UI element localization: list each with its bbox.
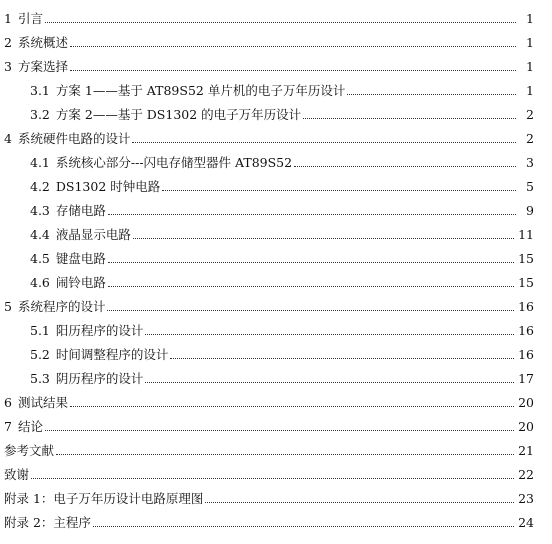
dot-leader <box>108 285 514 287</box>
toc-entry-title: 附录 1：电子万年历设计电路原理图 <box>4 491 204 506</box>
toc-entry-title: 系统硬件电路的设计 <box>17 131 131 146</box>
toc-entry-page: 1 <box>526 35 534 50</box>
toc-entry[interactable] <box>30 148 534 170</box>
toc-entry-title: 存储电路 <box>55 203 106 218</box>
toc-entry-page: 15 <box>518 251 534 266</box>
toc-entry-number: 4.3 <box>30 203 50 218</box>
toc-entry[interactable] <box>4 508 534 530</box>
toc-entry[interactable] <box>4 484 534 506</box>
dot-leader <box>162 189 516 191</box>
dot-leader <box>70 45 516 47</box>
toc-entry-title: 闹铃电路 <box>55 275 106 290</box>
toc-entry-page: 23 <box>518 491 534 506</box>
toc-entry-number: 4.5 <box>30 251 50 266</box>
toc-entry[interactable] <box>30 364 534 386</box>
toc-entry-title: 系统核心部分---闪电存储型器件 AT89S52 <box>55 155 293 170</box>
toc-entry-title: 方案 2——基于 DS1302 的电子万年历设计 <box>55 107 302 122</box>
toc-entry-page: 20 <box>518 419 534 434</box>
toc-entry[interactable] <box>30 268 534 290</box>
toc-entry-page: 2 <box>526 107 534 122</box>
toc-entry-number: 4 <box>4 131 12 146</box>
toc-entry-page: 16 <box>518 323 534 338</box>
dot-leader <box>294 165 516 167</box>
toc-entry-number: 4.1 <box>30 155 50 170</box>
toc-entry-number: 5 <box>4 299 12 314</box>
toc-entry-title: 阴历程序的设计 <box>55 371 144 386</box>
toc-entry-number: 3 <box>4 59 12 74</box>
toc-entry[interactable] <box>4 124 534 146</box>
dot-leader <box>205 501 514 503</box>
toc-entry-number: 7 <box>4 419 12 434</box>
toc-entry-number: 2 <box>4 35 12 50</box>
toc-entry-title: 液晶显示电路 <box>55 227 131 242</box>
dot-leader <box>108 213 516 215</box>
toc-entry-title: 方案 1——基于 AT89S52 单片机的电子万年历设计 <box>55 83 346 98</box>
toc-entry-title: 致谢 <box>4 467 30 482</box>
toc-entry[interactable] <box>4 4 534 26</box>
toc-entry-title: 引言 <box>17 11 43 26</box>
toc-entry-page: 1 <box>526 83 534 98</box>
toc-entry-page: 22 <box>518 467 534 482</box>
dot-leader <box>70 69 516 71</box>
toc-entry-page: 16 <box>518 347 534 362</box>
toc-entry-page: 1 <box>526 59 534 74</box>
toc-entry[interactable] <box>30 196 534 218</box>
toc-entry-page: 9 <box>526 203 534 218</box>
dot-leader <box>145 381 514 383</box>
toc-entry-number: 1 <box>4 11 12 26</box>
toc-entry-title: 时间调整程序的设计 <box>55 347 169 362</box>
toc-entry-page: 17 <box>518 371 534 386</box>
toc-entry[interactable] <box>30 220 534 242</box>
toc-entry-page: 11 <box>518 227 534 242</box>
toc-entry[interactable] <box>30 316 534 338</box>
toc-entry[interactable] <box>4 292 534 314</box>
toc-entry-page: 20 <box>518 395 534 410</box>
toc-entry-title: 结论 <box>17 419 43 434</box>
toc-entry-page: 5 <box>526 179 534 194</box>
dot-leader <box>31 477 514 479</box>
toc-entry-page: 15 <box>518 275 534 290</box>
toc-entry-number: 4.2 <box>30 179 50 194</box>
toc-entry-number: 6 <box>4 395 12 410</box>
dot-leader <box>145 333 514 335</box>
dot-leader <box>170 357 514 359</box>
toc-entry-number: 4.6 <box>30 275 50 290</box>
toc-entry-title: DS1302 时钟电路 <box>55 179 161 194</box>
dot-leader <box>108 261 514 263</box>
toc-entry-page: 1 <box>526 11 534 26</box>
toc-entry-page: 24 <box>518 515 534 530</box>
toc-entry-number: 4.4 <box>30 227 50 242</box>
toc-entry-title: 键盘电路 <box>55 251 106 266</box>
toc-entry[interactable] <box>30 340 534 362</box>
toc-entry-number: 3.2 <box>30 107 50 122</box>
dot-leader <box>303 117 516 119</box>
dot-leader <box>45 429 514 431</box>
toc-entry-number: 5.3 <box>30 371 50 386</box>
toc-entry-page: 21 <box>518 443 534 458</box>
toc-entry-number: 3.1 <box>30 83 50 98</box>
toc-entry-number: 5.2 <box>30 347 50 362</box>
toc-entry[interactable] <box>4 436 534 458</box>
toc-entry[interactable] <box>30 244 534 266</box>
toc-entry-title: 方案选择 <box>17 59 68 74</box>
toc-entry[interactable] <box>4 388 534 410</box>
toc-entry[interactable] <box>4 52 534 74</box>
dot-leader <box>133 237 514 239</box>
toc-entry-page: 3 <box>526 155 534 170</box>
toc-entry-title: 附录 2：主程序 <box>4 515 91 530</box>
toc-entry-title: 系统程序的设计 <box>17 299 106 314</box>
toc-entry[interactable] <box>4 460 534 482</box>
toc-entry[interactable] <box>30 76 534 98</box>
toc-entry-title: 阳历程序的设计 <box>55 323 144 338</box>
toc-entry[interactable] <box>4 28 534 50</box>
dot-leader <box>132 141 516 143</box>
dot-leader <box>45 21 516 23</box>
toc-entry[interactable] <box>30 172 534 194</box>
toc-entry-title: 参考文献 <box>4 443 55 458</box>
dot-leader <box>93 525 514 527</box>
toc-entry-title: 测试结果 <box>17 395 68 410</box>
toc-entry-page: 2 <box>526 131 534 146</box>
dot-leader <box>70 405 514 407</box>
toc-entry-title: 系统概述 <box>17 35 68 50</box>
dot-leader <box>347 93 516 95</box>
toc-entry[interactable] <box>4 412 534 434</box>
toc-entry-number: 5.1 <box>30 323 50 338</box>
toc-entry-page: 16 <box>518 299 534 314</box>
dot-leader <box>107 309 514 311</box>
toc-entry[interactable] <box>30 100 534 122</box>
dot-leader <box>56 453 514 455</box>
